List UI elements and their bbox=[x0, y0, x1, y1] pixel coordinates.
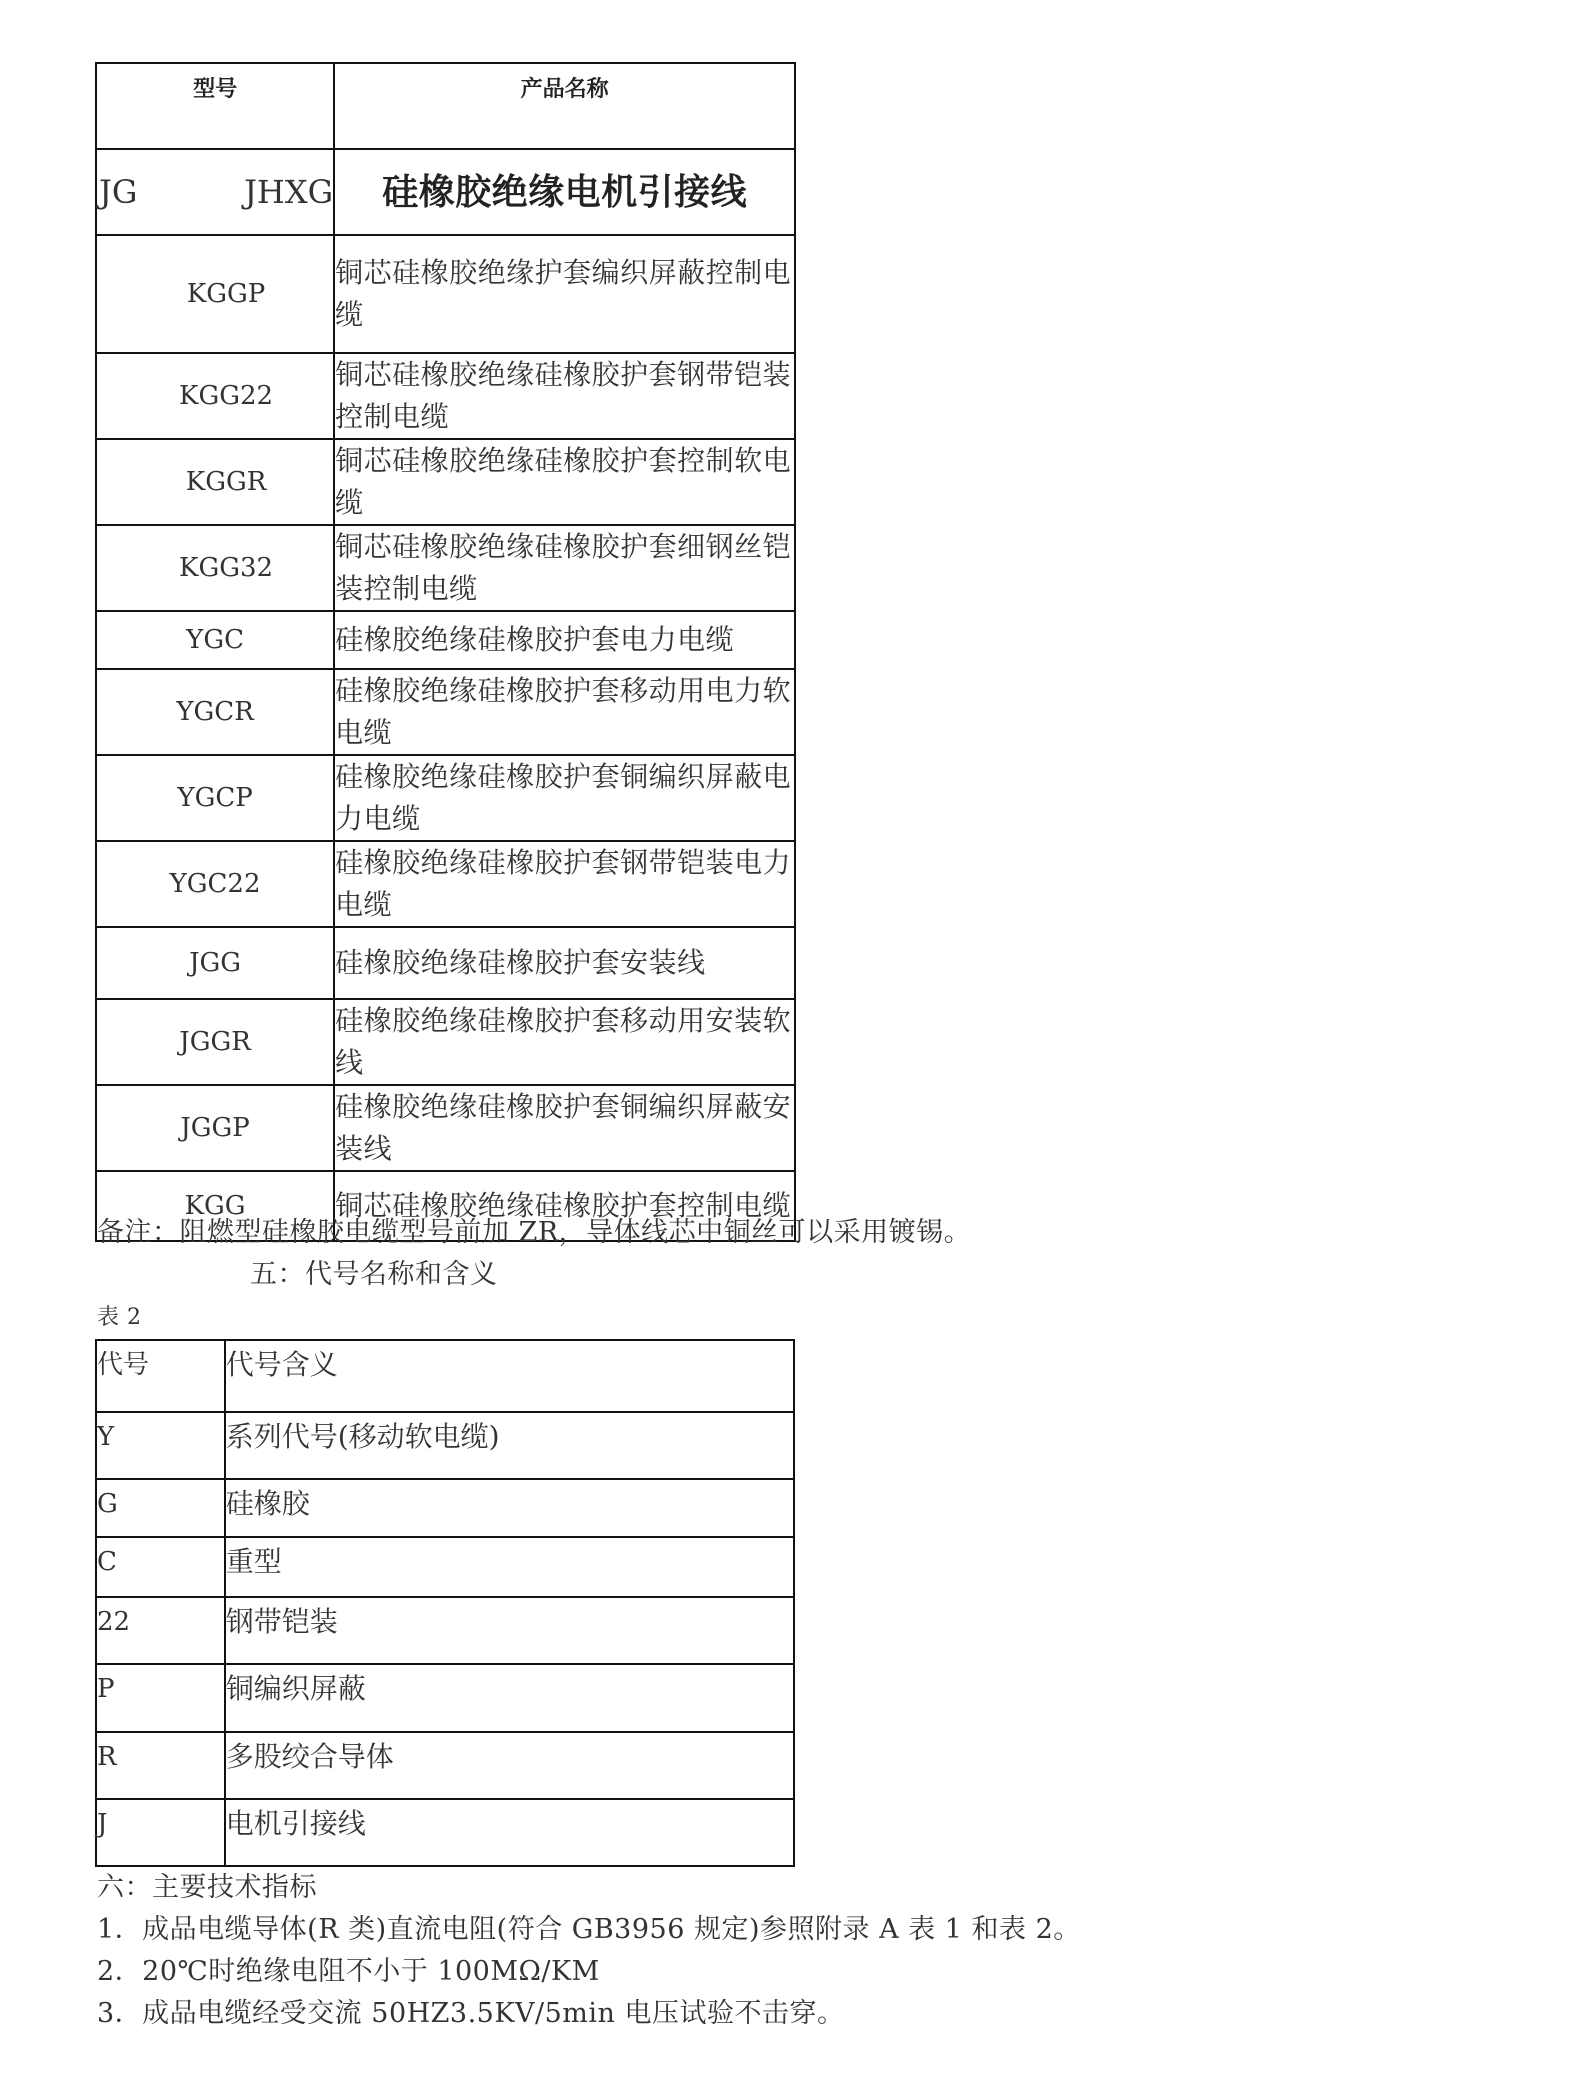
header-model: 型号 bbox=[96, 63, 334, 149]
table-row bbox=[96, 149, 795, 235]
model-cell: KGG bbox=[96, 1171, 334, 1241]
model-code-left: JG bbox=[99, 173, 138, 211]
table-row bbox=[96, 669, 795, 755]
product-name-cell: 铜芯硅橡胶绝缘硅橡胶护套钢带铠装控制电缆 bbox=[334, 353, 795, 439]
model-cell: YGC bbox=[96, 611, 334, 669]
section6-title: 六：主要技术指标 bbox=[97, 1872, 317, 1903]
tech-item: 2．20℃时绝缘电阻不小于 100MΩ/KM bbox=[97, 1956, 600, 1987]
table-row bbox=[96, 1664, 794, 1732]
product-name-cell: 铜芯硅橡胶绝缘硅橡胶护套控制电缆 bbox=[334, 1171, 795, 1241]
model-cell: YGCR bbox=[96, 669, 334, 755]
code-cell: 22 bbox=[96, 1597, 225, 1664]
header-product-name: 产品名称 bbox=[334, 63, 795, 149]
product-name-cell: 硅橡胶绝缘电机引接线 bbox=[334, 149, 795, 235]
model-code-right: JHXG bbox=[244, 173, 334, 211]
tech-item: 1．成品电缆导体(R 类)直流电阻(符合 GB3956 规定)参照附录 A 表 1 和表 2。 bbox=[97, 1914, 1081, 1945]
table-row bbox=[96, 999, 795, 1085]
product-name-cell: 铜芯硅橡胶绝缘硅橡胶护套细钢丝铠装控制电缆 bbox=[334, 525, 795, 611]
model-cell: KGG32 bbox=[96, 525, 334, 611]
code-cell: J bbox=[96, 1799, 225, 1866]
product-name-cell: 铜芯硅橡胶绝缘护套编织屏蔽控制电缆 bbox=[334, 235, 795, 353]
code-cell: C bbox=[96, 1537, 225, 1597]
product-name-cell: 硅橡胶绝缘硅橡胶护套钢带铠装电力电缆 bbox=[334, 841, 795, 927]
model-cell: YGCP bbox=[96, 755, 334, 841]
product-name-cell: 铜芯硅橡胶绝缘硅橡胶护套控制软电缆 bbox=[334, 439, 795, 525]
product-name-cell: 硅橡胶绝缘硅橡胶护套移动用安装软线 bbox=[334, 999, 795, 1085]
meaning-cell: 系列代号(移动软电缆) bbox=[225, 1412, 794, 1479]
product-name-cell: 硅橡胶绝缘硅橡胶护套铜编织屏蔽电力电缆 bbox=[334, 755, 795, 841]
code-cell: P bbox=[96, 1664, 225, 1732]
tech-item: 3．成品电缆经受交流 50HZ3.5KV/5min 电压试验不击穿。 bbox=[97, 1998, 845, 2029]
model-cell: KGGR bbox=[96, 439, 334, 525]
model-cell: YGC22 bbox=[96, 841, 334, 927]
table-row bbox=[96, 927, 795, 999]
table-row bbox=[96, 1412, 794, 1479]
table-row bbox=[96, 439, 795, 525]
model-cell bbox=[96, 149, 334, 235]
meaning-cell: 铜编织屏蔽 bbox=[225, 1664, 794, 1732]
table-row bbox=[96, 841, 795, 927]
table-row bbox=[96, 353, 795, 439]
product-name-cell: 硅橡胶绝缘硅橡胶护套电力电缆 bbox=[334, 611, 795, 669]
product-name-cell: 硅橡胶绝缘硅橡胶护套移动用电力软电缆 bbox=[334, 669, 795, 755]
meaning-cell: 硅橡胶 bbox=[225, 1479, 794, 1537]
table-row bbox=[96, 1085, 795, 1171]
meaning-cell: 多股绞合导体 bbox=[225, 1732, 794, 1799]
remark-note: 备注：阻燃型硅橡胶电缆型号前加 ZR，导体线芯中铜丝可以采用镀锡。 bbox=[97, 1217, 972, 1248]
table-row bbox=[96, 525, 795, 611]
table-header-row bbox=[96, 1340, 794, 1412]
header-code-meaning: 代号含义 bbox=[225, 1340, 794, 1412]
table-header-row bbox=[96, 63, 795, 149]
table2-caption: 表 2 bbox=[97, 1305, 142, 1330]
table-row bbox=[96, 1732, 794, 1799]
header-code: 代号 bbox=[96, 1340, 225, 1412]
table-row bbox=[96, 1597, 794, 1664]
table-row bbox=[96, 1799, 794, 1866]
meaning-cell: 重型 bbox=[225, 1537, 794, 1597]
code-cell: G bbox=[96, 1479, 225, 1537]
code-meaning-table bbox=[95, 1339, 795, 1867]
section5-title: 五：代号名称和含义 bbox=[250, 1259, 498, 1290]
product-name-cell: 硅橡胶绝缘硅橡胶护套铜编织屏蔽安装线 bbox=[334, 1085, 795, 1171]
table-row bbox=[96, 611, 795, 669]
table-row bbox=[96, 235, 795, 353]
model-cell: JGGR bbox=[96, 999, 334, 1085]
meaning-cell: 电机引接线 bbox=[225, 1799, 794, 1866]
code-cell: Y bbox=[96, 1412, 225, 1479]
model-cell: JGG bbox=[96, 927, 334, 999]
product-name-cell: 硅橡胶绝缘硅橡胶护套安装线 bbox=[334, 927, 795, 999]
table-row bbox=[96, 1537, 794, 1597]
product-model-table bbox=[95, 62, 796, 1242]
table-row bbox=[96, 755, 795, 841]
model-cell: KGG22 bbox=[96, 353, 334, 439]
table-row bbox=[96, 1479, 794, 1537]
model-cell: JGGP bbox=[96, 1085, 334, 1171]
code-cell: R bbox=[96, 1732, 225, 1799]
model-cell: KGGP bbox=[96, 235, 334, 353]
meaning-cell: 钢带铠装 bbox=[225, 1597, 794, 1664]
